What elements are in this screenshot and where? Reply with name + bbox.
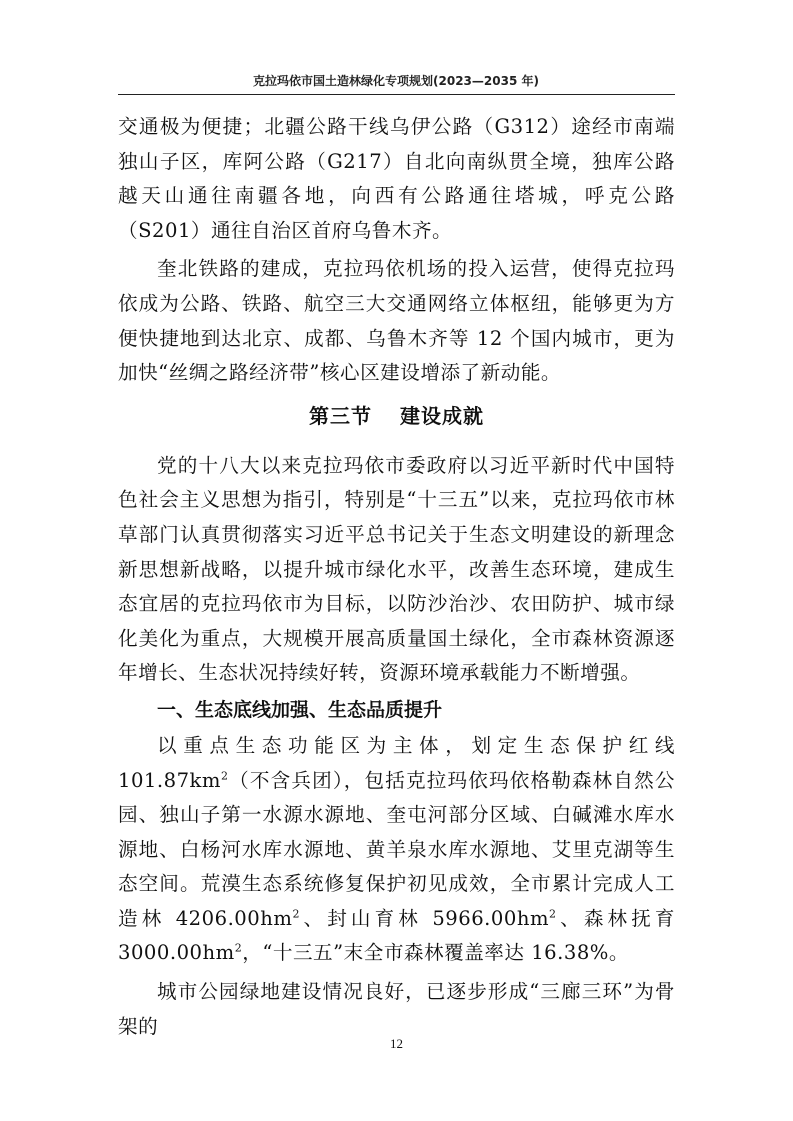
page-body <box>118 110 675 1044</box>
paragraph-ecology <box>118 729 675 971</box>
superscript-2: 2 <box>549 907 557 921</box>
superscript-2: 2 <box>221 768 229 782</box>
subheading-ecology: 一、生态底线加强、生态品质提升 <box>157 698 443 721</box>
paragraph-railway: 奎北铁路的建成，克拉玛依机场的投入运营，使得克拉玛依成为公路、铁路、航空三大交通网络立体枢纽，能够更为方便快捷地到达北京、成都、乌鲁木齐等 12 个国内城市，更为加快“丝绸之路经济带”核心区建设增添了新动能。 <box>118 257 675 385</box>
section-heading <box>118 401 675 431</box>
paragraph-achievements: 党的十八大以来克拉玛依市委政府以习近平新时代中国特色社会主义思想为指引，特别是“十三五”以来，克拉玛依市林草部门认真贯彻落实习近平总书记关于生态文明建设的新理念新思想新战略，以提升城市绿化水平，改善生态环境，建成生态宜居的克拉玛依市为目标，以防沙治沙、农田防护、城市绿化美化为重点，大规模开展高质量国土绿化，全市森林资源逐年增长、生态状况持续好转，资源环境承载能力不断增强。 <box>118 453 675 685</box>
section-title: 建设成就 <box>400 403 484 428</box>
page-number: 12 <box>390 1036 403 1051</box>
paragraph-ecology-text-2: （不含兵团），包括克拉玛依玛依格勒森林自然公园、独山子第一水源水源地、奎屯河部分区域、白碱滩水库水源地、白杨河水库水源地、黄羊泉水库水源地、艾里克湖等生态空间。荒漠生态系统修复保护初见成效，全市累计完成人工造林 4206.00hm <box>118 768 675 930</box>
paragraph-parks: 城市公园绿地建设情况良好，已逐步形成“三廊三环”为骨架的 <box>118 980 675 1038</box>
running-header: 克拉玛依市国土造林绿化专项规划(2023—2035 年) <box>253 74 539 88</box>
header-rule <box>118 94 675 95</box>
superscript-2: 2 <box>234 941 243 955</box>
paragraph-ecology-text-1: 以重点生态功能区为主体，划定生态保护红线 101.87km <box>118 733 675 792</box>
section-number: 第三节 <box>309 403 372 428</box>
superscript-2: 2 <box>292 907 300 921</box>
paragraph-ecology-text-3: 、封山育林 5966.00hm <box>299 906 550 930</box>
paragraph-ecology-text-5: ，“十三五”末全市森林覆盖率达 16.38%。 <box>242 941 630 965</box>
paragraph-transport: 交通极为便捷；北疆公路干线乌伊公路（G312）途经市南端独山子区，库阿公路（G217）自北向南纵贯全境，独库公路越天山通往南疆各地，向西有公路通往塔城，呼克公路（S201）通往自治区首府乌鲁木齐。 <box>118 115 675 242</box>
paragraph-ecology-text-4: 、森林抚育 3000.00hm <box>118 906 676 965</box>
